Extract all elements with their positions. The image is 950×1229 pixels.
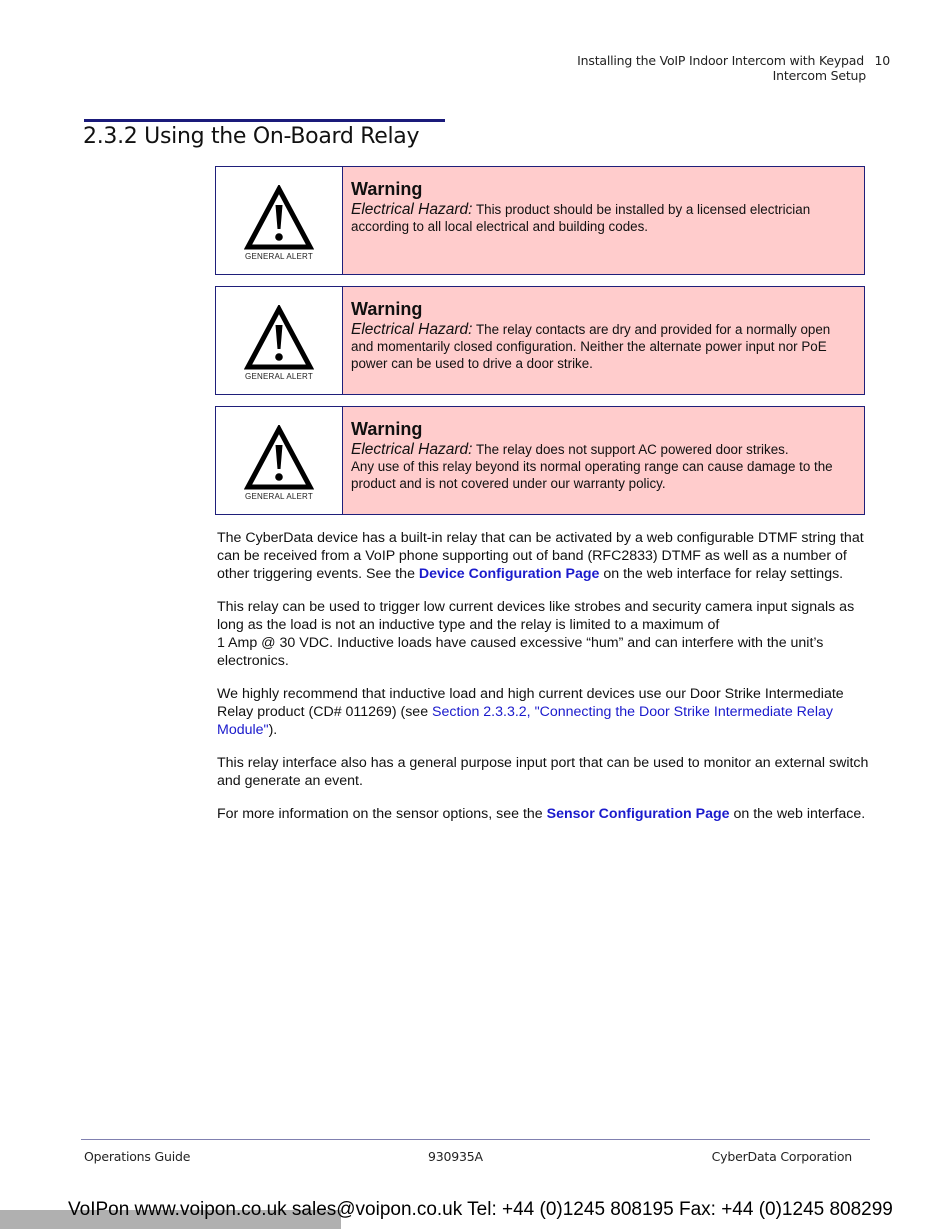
warning-message: This product should be installed by a licensed electrician according to all local electrical and building codes.: [351, 202, 811, 234]
general-alert-caption: GENERAL ALERT: [245, 372, 313, 381]
paragraph-text: This relay can be used to trigger low current devices like strobes and security camera input signals as long as the load is not an inductive type and the relay is limited to a maximum of: [217, 599, 855, 633]
warning-triangle-icon: [244, 305, 314, 371]
body-text: [217, 529, 869, 838]
paragraph-text: We highly recommend that inductive load and high current devices use our Door Strike Intermediate Relay product (CD# 011269) (see: [217, 686, 844, 720]
warning-triangle-icon: [244, 425, 314, 491]
warning-message: The relay does not support AC powered door strikes.: [475, 442, 789, 457]
paragraph-text: on the web interface.: [729, 806, 866, 822]
paragraph-text: The CyberData device has a built-in relay that can be activated by a web configurable DTMF string that can be received from a VoIP phone supporting out of band (RFC2833) DTMF as well as a number of other triggering events. See the: [217, 530, 864, 582]
contact-bar: VoIPon www.voipon.co.uk sales@voipon.co.uk Tel: +44 (0)1245 808195 Fax: +44 (0)1245 808299: [68, 1199, 893, 1220]
footer-company: CyberData Corporation: [711, 1149, 852, 1164]
page-number: 10: [874, 53, 890, 68]
warning-text-cell: [343, 287, 864, 394]
footer-rule: [81, 1139, 870, 1140]
warning-heading: Warning: [351, 179, 423, 199]
header-doc-title: Installing the VoIP Indoor Intercom with Keypad: [577, 53, 864, 68]
page-footer: [84, 1149, 852, 1164]
paragraph-sensor-options: [217, 805, 869, 823]
general-alert-caption: GENERAL ALERT: [245, 492, 313, 501]
general-alert-caption: GENERAL ALERT: [245, 252, 313, 261]
warning-box-3: [215, 406, 865, 515]
sensor-configuration-page-link[interactable]: Sensor Configuration Page: [546, 806, 730, 822]
hazard-label: Electrical Hazard:: [351, 201, 473, 218]
paragraph-input-port: This relay interface also has a general purpose input port that can be used to monitor an external switch and generate an event.: [217, 755, 869, 789]
paragraph-text: 1 Amp @ 30 VDC. Inductive loads have caused excessive “hum” and can interfere with the unit’s electronics.: [217, 635, 824, 669]
section-title: 2.3.2 Using the On-Board Relay: [83, 124, 420, 149]
warning-heading: Warning: [351, 419, 423, 439]
warning-message-2: Any use of this relay beyond its normal operating range can cause damage to the product and is not covered under our warranty policy.: [351, 459, 833, 491]
footer-doc-number: 930935A: [428, 1149, 483, 1164]
warning-triangle-icon: [244, 185, 314, 251]
paragraph-recommendation: [217, 685, 869, 739]
warning-box-1: [215, 166, 865, 275]
paragraph-text: on the web interface for relay settings.: [599, 566, 844, 582]
page-header: [577, 53, 890, 83]
warning-message: The relay contacts are dry and provided for a normally open and momentarily closed configuration. Neither the alternate power input nor PoE power can be used to drive a door strike.: [351, 322, 831, 371]
warning-icon-cell: [216, 407, 343, 514]
hazard-label: Electrical Hazard:: [351, 441, 473, 458]
warning-box-2: [215, 286, 865, 395]
warning-text: [351, 321, 854, 372]
warning-text: [351, 201, 854, 235]
warning-text-cell: [343, 407, 864, 514]
section-2-3-3-2-link[interactable]: Section 2.3.3.2, "Connecting the Door Strike Intermediate Relay Module": [217, 704, 833, 738]
warning-text-cell: [343, 167, 864, 274]
paragraph-low-current: [217, 598, 869, 670]
hazard-label: Electrical Hazard:: [351, 321, 473, 338]
paragraph-relay-intro: [217, 529, 869, 583]
paragraph-text: For more information on the sensor options, see the: [217, 806, 547, 822]
paragraph-text: ).: [268, 722, 278, 738]
footer-guide-name: Operations Guide: [84, 1149, 191, 1164]
warning-icon-cell: [216, 167, 343, 274]
warning-heading: Warning: [351, 299, 423, 319]
warning-icon-cell: [216, 287, 343, 394]
device-configuration-page-link[interactable]: Device Configuration Page: [418, 566, 600, 582]
warning-text: [351, 441, 854, 492]
title-rule: [84, 119, 445, 122]
header-section: Intercom Setup: [772, 68, 866, 83]
